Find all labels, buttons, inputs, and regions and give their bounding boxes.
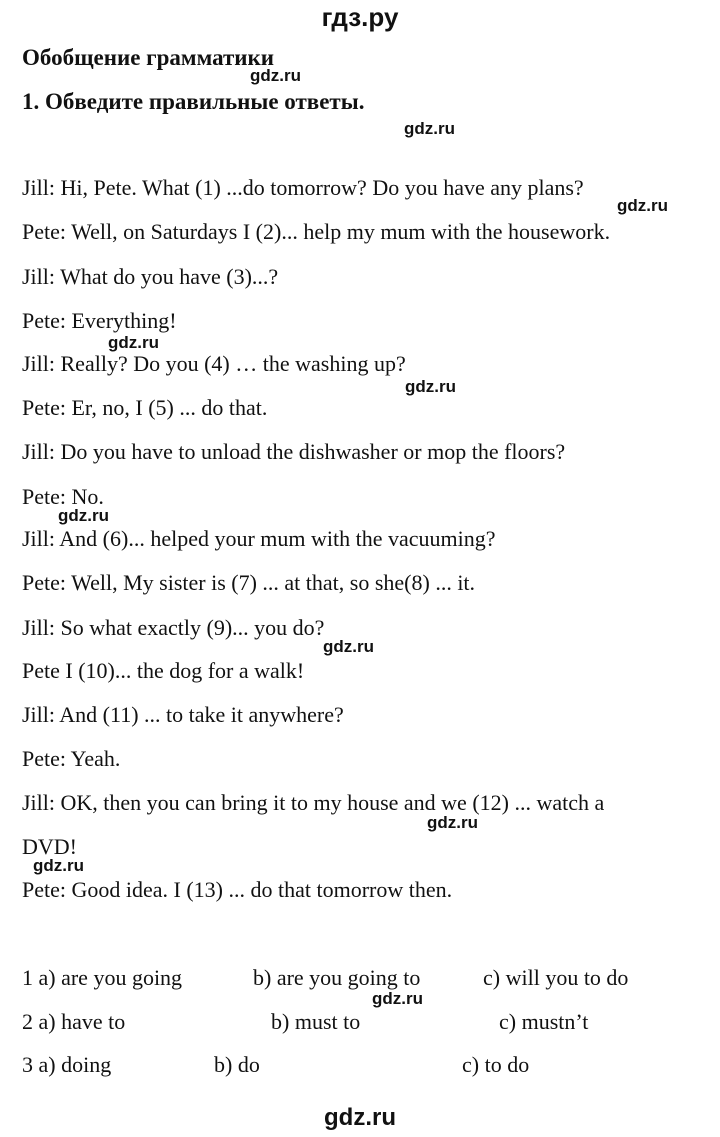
footer-site: gdz.ru	[324, 1104, 396, 1131]
dialogue-line: Pete: Er, no, I (5) ... do that.	[22, 395, 268, 420]
dialogue-line: Jill: Do you have to unload the dishwasher or mop the floors?	[22, 439, 566, 464]
dialogue-line: DVD!	[22, 834, 77, 859]
dialogue-line: Jill: And (11) ... to take it anywhere?	[22, 702, 344, 727]
dialogue-line: Jill: And (6)... helped your mum with the vacuuming?	[22, 526, 496, 551]
dialogue-line: Jill: OK, then you can bring it to my house and we (12) ... watch a	[22, 790, 605, 815]
dialogue-line: Jill: What do you have (3)...?	[22, 264, 279, 289]
option-3a: 3 a) doing	[22, 1052, 112, 1077]
watermark: gdz.ru	[33, 856, 84, 875]
option-1b: b) are you going to	[253, 965, 421, 990]
watermark: gdz.ru	[617, 196, 668, 215]
site-header: гдз.ру	[321, 2, 399, 32]
watermark: gdz.ru	[405, 377, 456, 396]
watermark: gdz.ru	[323, 637, 374, 656]
option-1c: c) will you to do	[483, 965, 629, 990]
option-2a: 2 a) have to	[22, 1009, 126, 1034]
dialogue-line: Pete I (10)... the dog for a walk!	[22, 658, 305, 683]
watermark: gdz.ru	[108, 333, 159, 352]
option-1a: 1 a) are you going	[22, 965, 183, 990]
option-2b: b) must to	[271, 1009, 361, 1034]
option-3b: b) do	[214, 1052, 260, 1077]
dialogue-line: Jill: Really? Do you (4) … the washing up?	[22, 351, 406, 376]
dialogue-line: Jill: So what exactly (9)... you do?	[22, 615, 325, 640]
dialogue-line: Pete: Everything!	[22, 308, 177, 333]
section-title: Обобщение грамматики	[22, 45, 275, 70]
dialogue-line: Pete: No.	[22, 484, 104, 509]
watermark: gdz.ru	[58, 506, 109, 525]
option-2c: c) mustn’t	[499, 1009, 589, 1034]
watermark: gdz.ru	[404, 119, 455, 138]
watermark: gdz.ru	[250, 66, 301, 85]
dialogue-line: Pete: Good idea. I (13) ... do that tomorrow then.	[22, 877, 453, 902]
dialogue-line: Pete: Well, on Saturdays I (2)... help my mum with the housework.	[22, 219, 611, 244]
task-title: 1. Обведите правильные ответы.	[22, 89, 365, 114]
dialogue-line: Pete: Yeah.	[22, 746, 121, 771]
option-3c: c) to do	[462, 1052, 530, 1077]
watermark: gdz.ru	[372, 989, 423, 1008]
dialogue-line: Pete: Well, My sister is (7) ... at that, so she(8) ... it.	[22, 570, 476, 595]
dialogue-line: Jill: Hi, Pete. What (1) ...do tomorrow? Do you have any plans?	[22, 175, 584, 200]
watermark: gdz.ru	[427, 813, 478, 832]
